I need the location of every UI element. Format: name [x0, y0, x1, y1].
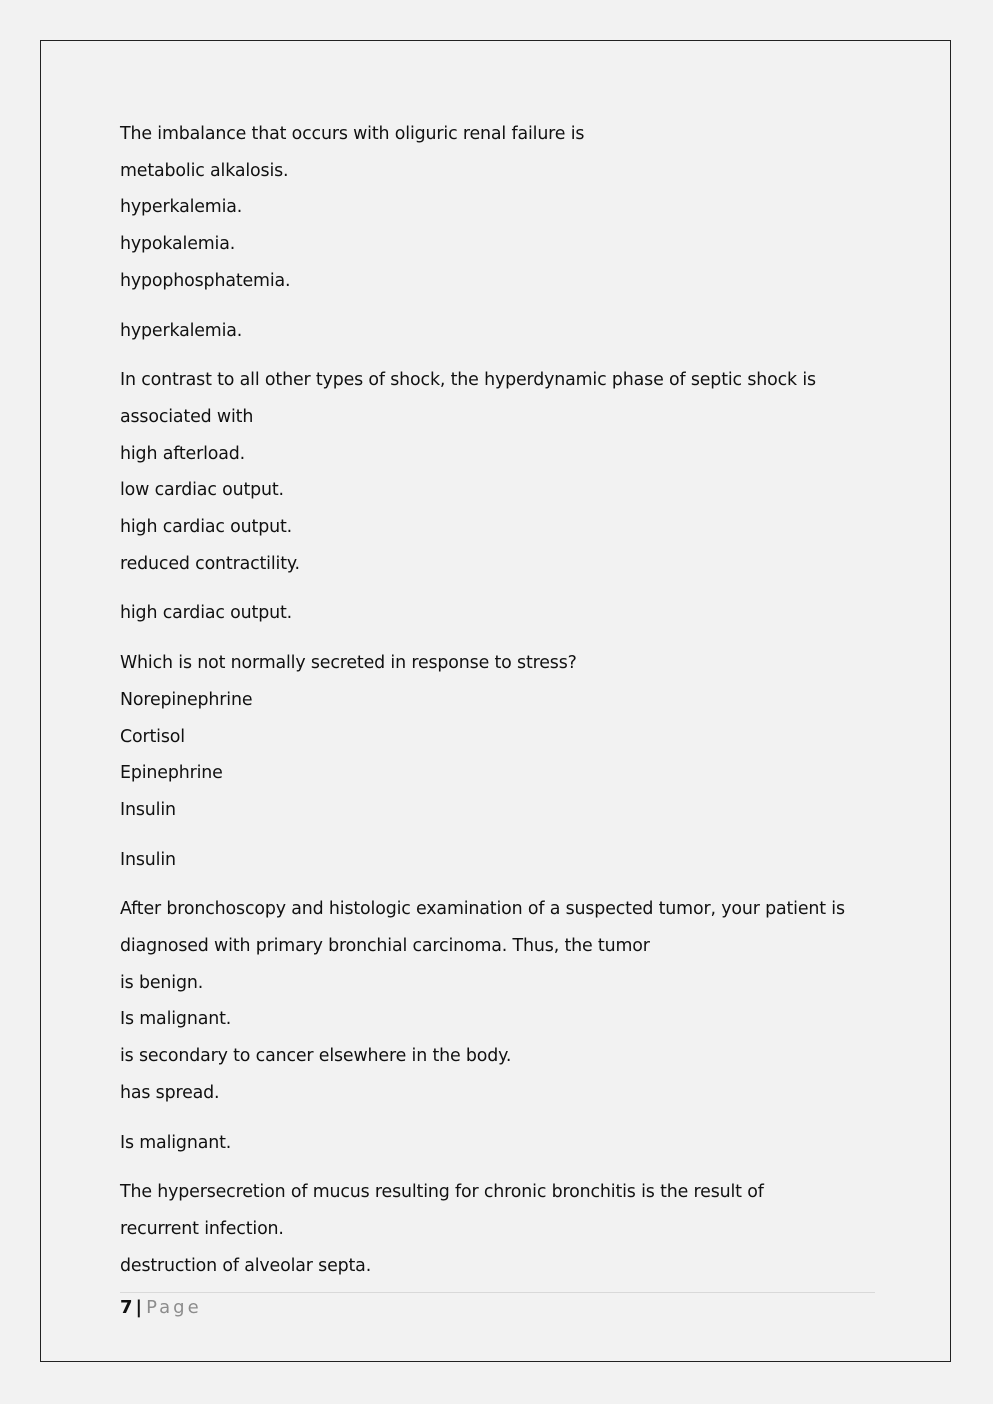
answer-option: hypokalemia. — [120, 234, 236, 255]
page-label: Page — [146, 1297, 202, 1318]
page-number: 7 — [120, 1297, 133, 1318]
question-block — [120, 1174, 880, 1284]
answer-option: Is malignant. — [120, 1009, 232, 1030]
question-block — [120, 645, 880, 878]
answer-option: low cardiac output. — [120, 480, 284, 501]
answer-option: hypophosphatemia. — [120, 270, 291, 291]
answer-option: has spread. — [120, 1082, 220, 1103]
footer-divider — [120, 1292, 875, 1293]
answer-option: reduced contractility. — [120, 553, 300, 574]
correct-answer: high cardiac output. — [120, 603, 293, 624]
question-stem: associated with — [120, 406, 254, 427]
answer-option: is benign. — [120, 972, 204, 993]
page-footer — [120, 1296, 202, 1320]
question-stem: diagnosed with primary bronchial carcinoma. Thus, the tumor — [120, 936, 650, 957]
correct-answer: Insulin — [120, 849, 176, 870]
question-stem: The imbalance that occurs with oliguric renal failure is — [120, 124, 585, 144]
question-stem: The hypersecretion of mucus resulting for chronic bronchitis is the result of — [120, 1182, 764, 1203]
answer-option: high afterload. — [120, 443, 246, 464]
answer-option: recurrent infection. — [120, 1218, 284, 1239]
answer-option: Cortisol — [120, 726, 185, 747]
correct-answer: Is malignant. — [120, 1132, 232, 1153]
question-block — [120, 891, 880, 1161]
answer-option: high cardiac output. — [120, 517, 293, 538]
answer-option: is secondary to cancer elsewhere in the body. — [120, 1046, 512, 1067]
correct-answer: hyperkalemia. — [120, 320, 243, 341]
question-block — [120, 116, 880, 349]
answer-option: metabolic alkalosis. — [120, 160, 289, 181]
question-stem: Which is not normally secreted in response to stress? — [120, 653, 577, 674]
question-stem: After bronchoscopy and histologic examination of a suspected tumor, your patient is — [120, 899, 845, 920]
footer-separator: | — [135, 1297, 143, 1318]
answer-option: Epinephrine — [120, 763, 223, 784]
answer-option: hyperkalemia. — [120, 197, 243, 218]
document-body — [120, 116, 880, 1284]
answer-option: destruction of alveolar septa. — [120, 1255, 372, 1276]
question-stem: In contrast to all other types of shock, the hyperdynamic phase of septic shock is — [120, 370, 816, 391]
answer-option: Norepinephrine — [120, 689, 253, 710]
answer-option: Insulin — [120, 799, 176, 820]
question-block — [120, 362, 880, 632]
